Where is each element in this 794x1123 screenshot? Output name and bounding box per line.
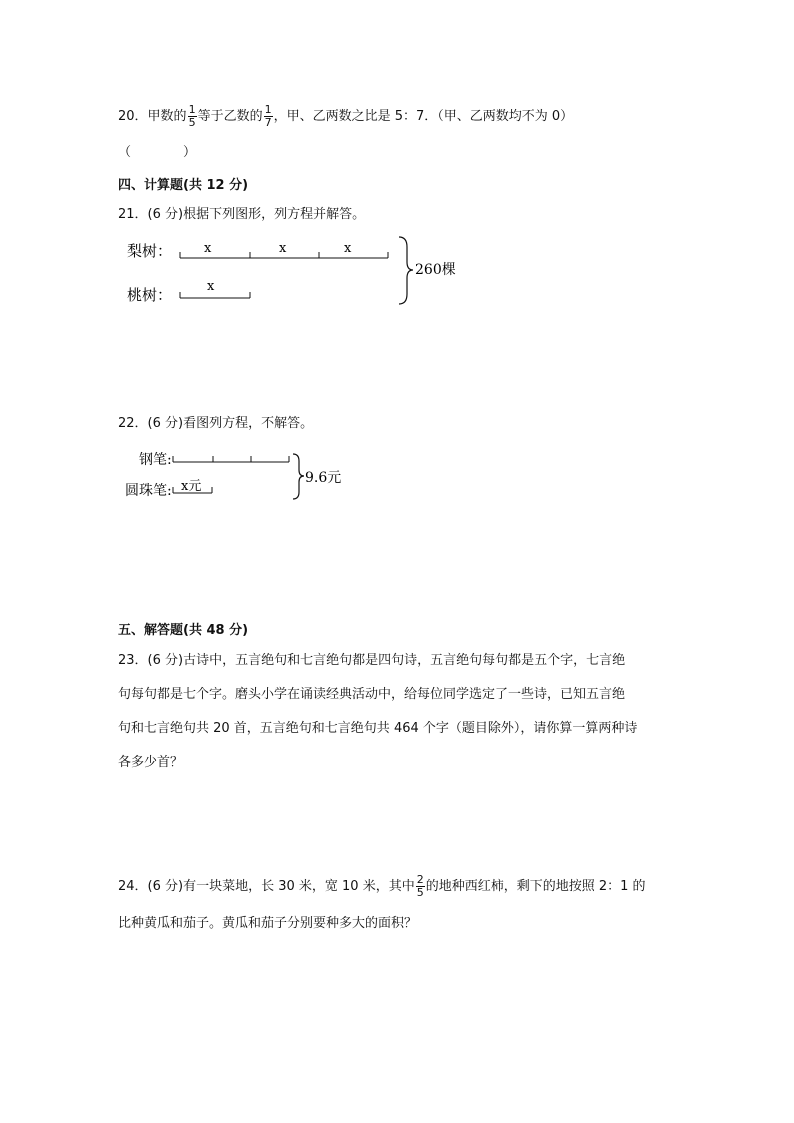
question-24-line: 比种黄瓜和茄子。黄瓜和茄子分别要种多大的面积？ [118,916,418,931]
question-text: 甲数的 [147,109,187,124]
question-text: 24．(6 分)有一块菜地，长 30 米，宽 10 米，其中 [118,879,415,894]
fraction-numerator: 2 [416,873,424,886]
fraction-denominator: 7 [264,116,272,129]
segment-bar-pen [173,456,289,462]
fraction-denominator: 5 [416,886,424,899]
question-23-line: 句和七言绝句共 20 首，五言绝句和七言绝句共 464 个字（题目除外），请你算一算两种诗 [118,721,638,736]
curly-brace [399,237,413,304]
fraction-numerator: 1 [264,103,272,116]
question-text: 的地种西红柿，剩下的地按照 2：1 的 [425,879,646,894]
fraction [264,104,273,129]
question-23-line: 句每句都是七个字。磨头小学在诵读经典活动中，给每位同学选定了一些诗，已知五言绝 [118,687,626,702]
question-20 [118,104,573,129]
answer-blank[interactable]: （ ） [118,145,197,160]
segment-mark: x元 [181,479,202,494]
segment-mark: x [204,241,212,256]
segment-mark: x [279,241,287,256]
segment-mark: x [207,279,215,294]
question-text: ，甲、乙两数之比是 5：7．（甲、乙两数均不为 0） [273,109,574,124]
question-22: 22．(6 分)看图列方程，不解答。 [118,416,314,431]
section-title: 五、解答题(共 48 分) [118,623,249,638]
diagram-label-pear: 梨树： [127,242,173,260]
diagram-total: 260棵 [415,262,456,278]
question-21: 21．(6 分)根据下列图形，列方程并解答。 [118,207,366,222]
fraction [188,104,197,129]
curly-brace [293,454,304,499]
segment-mark: x [344,241,352,256]
fraction-denominator: 5 [188,116,196,129]
fraction-numerator: 1 [188,103,196,116]
question-23-line: 23．(6 分)古诗中，五言绝句和七言绝句都是四句诗，五言绝句每句都是五个字，七言绝 [118,653,626,668]
question-24 [118,874,646,899]
diagram-label-peach: 桃树： [127,286,173,304]
section-title: 四、计算题(共 12 分) [118,178,249,193]
question-23-line: 各多少首？ [118,755,184,770]
question-number: 20． [118,109,148,124]
line-diagram-q22 [125,448,365,504]
segment-bar-peach [180,292,250,298]
question-text: 等于乙数的 [197,109,263,124]
diagram-label-ballpoint: 圆珠笔: [125,483,172,499]
diagram-label-pen: 钢笔: [139,452,172,468]
diagram-total: 9.6元 [305,470,342,486]
line-diagram-q21 [125,232,465,312]
fraction [416,874,425,899]
